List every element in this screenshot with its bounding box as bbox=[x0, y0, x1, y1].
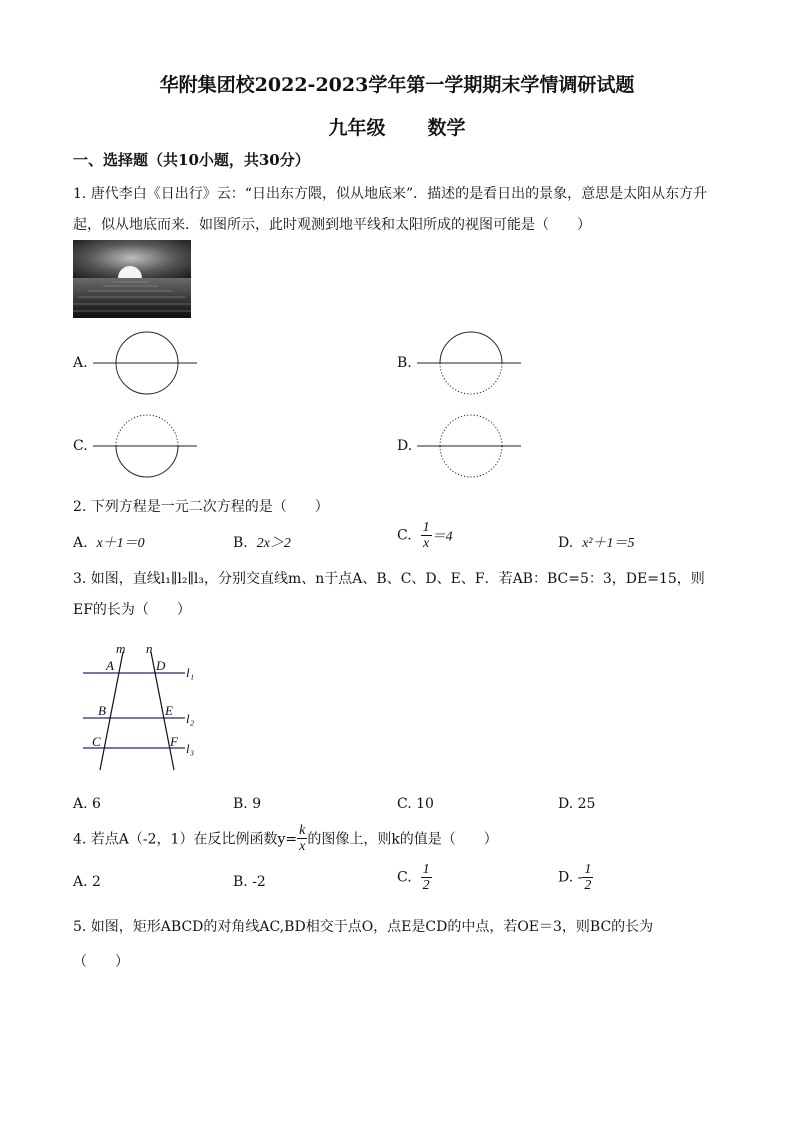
q1-option-a[interactable] bbox=[73, 330, 203, 396]
q3-option-d[interactable]: D. 25 bbox=[558, 796, 596, 812]
q1-text-line2: 起，似从地底而来．如图所示，此时观测到地平线和太阳所成的视图可能是（ ） bbox=[73, 217, 591, 233]
sun-horizon-view bbox=[91, 413, 201, 479]
sun-upper-half bbox=[116, 332, 178, 363]
section-heading: 一、选择题（共10小题，共30分） bbox=[73, 151, 310, 169]
q4-text bbox=[73, 823, 498, 854]
subject-label: 数学 bbox=[427, 117, 466, 139]
option-letter: D. - bbox=[558, 869, 583, 886]
label-C: C bbox=[92, 734, 101, 749]
q4-option-b[interactable]: B. -2 bbox=[233, 874, 266, 890]
q1-option-c[interactable] bbox=[73, 413, 203, 479]
sun-upper-half bbox=[116, 415, 178, 446]
q4-text-post: 的图像上，则k的值是（ ） bbox=[307, 831, 498, 848]
sunrise-photo bbox=[73, 240, 191, 318]
q1-text-line1: 1. 唐代李白《日出行》云：“日出东方隈，似从地底来”．描述的是看日出的景象，意思是太阳从东方升 bbox=[73, 186, 708, 202]
q3-option-b[interactable]: B. 9 bbox=[233, 796, 262, 812]
parallel-lines-figure bbox=[73, 640, 213, 775]
option-expression: 2x＞2 bbox=[256, 536, 291, 551]
sun-lower-half bbox=[440, 363, 502, 394]
sun-lower-half bbox=[116, 363, 178, 394]
option-letter: C. bbox=[397, 527, 412, 544]
sun-lower-half bbox=[116, 446, 178, 477]
q1-option-d[interactable] bbox=[397, 413, 527, 479]
fraction: $\frac{1}{2}$ bbox=[422, 862, 430, 893]
label-l2: l₂ bbox=[186, 711, 195, 726]
grade-subject-line bbox=[0, 113, 794, 140]
grade-label: 九年级 bbox=[328, 117, 386, 139]
q2-option-d[interactable] bbox=[558, 532, 635, 552]
q3-option-a[interactable]: A. 6 bbox=[73, 796, 101, 812]
label-n: n bbox=[146, 641, 153, 656]
q4-text-pre: 4. 若点A（-2，1）在反比例函数y= bbox=[73, 831, 298, 848]
q2-stem: 2. 下列方程是一元二次方程的是（ ） bbox=[73, 499, 329, 515]
option-letter: A. bbox=[73, 355, 88, 371]
label-E: E bbox=[165, 703, 173, 718]
q2-option-c[interactable] bbox=[397, 520, 453, 551]
q4-option-a[interactable]: A. 2 bbox=[73, 874, 101, 890]
q2-option-b[interactable] bbox=[233, 532, 291, 552]
option-letter: C. bbox=[73, 438, 88, 454]
q5-text-line1: 5. 如图，矩形ABCD的对角线AC,BD相交于点O，点E是CD的中点，若OE＝3，则BC的长为 bbox=[73, 919, 654, 935]
exam-title: 华附集团校2022-2023学年第一学期期末学情调研试题 bbox=[159, 74, 635, 96]
label-B: B bbox=[98, 703, 106, 718]
option-letter: B. bbox=[397, 355, 412, 371]
label-l1: l₁ bbox=[186, 665, 195, 680]
q4-option-c[interactable] bbox=[397, 862, 432, 893]
label-F: F bbox=[170, 734, 178, 749]
q2-option-a[interactable] bbox=[73, 532, 145, 552]
sun-upper-half bbox=[440, 332, 502, 363]
option-letter: D. bbox=[397, 438, 413, 454]
option-letter: C. bbox=[397, 869, 412, 886]
label-D: D bbox=[156, 658, 166, 673]
option-letter: D. bbox=[558, 535, 574, 551]
sun-horizon-view bbox=[415, 330, 525, 396]
option-expression: x²＋1＝5 bbox=[582, 536, 635, 551]
label-A: A bbox=[106, 658, 114, 673]
q3-option-c[interactable]: C. 10 bbox=[397, 796, 434, 812]
sun-upper-half bbox=[440, 415, 502, 446]
sun-lower-half bbox=[440, 446, 502, 477]
q1-option-b[interactable] bbox=[397, 330, 527, 396]
q5-text-line2: （ ） bbox=[73, 954, 129, 970]
label-m: m bbox=[116, 641, 126, 656]
option-expression: ＝4 bbox=[431, 529, 453, 545]
fraction: $\frac{1}{x}$ bbox=[422, 520, 430, 551]
q3-text-line1: 3. 如图，直线l₁∥l₂∥l₃，分别交直线m、n于点A、B、C、D、E、F．若AB：BC=5：3，DE=15，则 bbox=[73, 571, 705, 587]
label-l3: l₃ bbox=[186, 741, 195, 756]
option-letter: A. bbox=[73, 535, 88, 551]
sun-horizon-view bbox=[415, 413, 525, 479]
option-expression: x＋1＝0 bbox=[96, 536, 145, 551]
sun-horizon-view bbox=[91, 330, 201, 396]
option-letter: B. bbox=[233, 535, 248, 551]
q3-text-line2: EF的长为（ ） bbox=[73, 602, 191, 618]
fraction-k-over-x: $\frac{k}{x}$ bbox=[299, 823, 306, 854]
q4-option-d[interactable] bbox=[558, 862, 593, 893]
fraction: $\frac{1}{2}$ bbox=[584, 862, 592, 893]
